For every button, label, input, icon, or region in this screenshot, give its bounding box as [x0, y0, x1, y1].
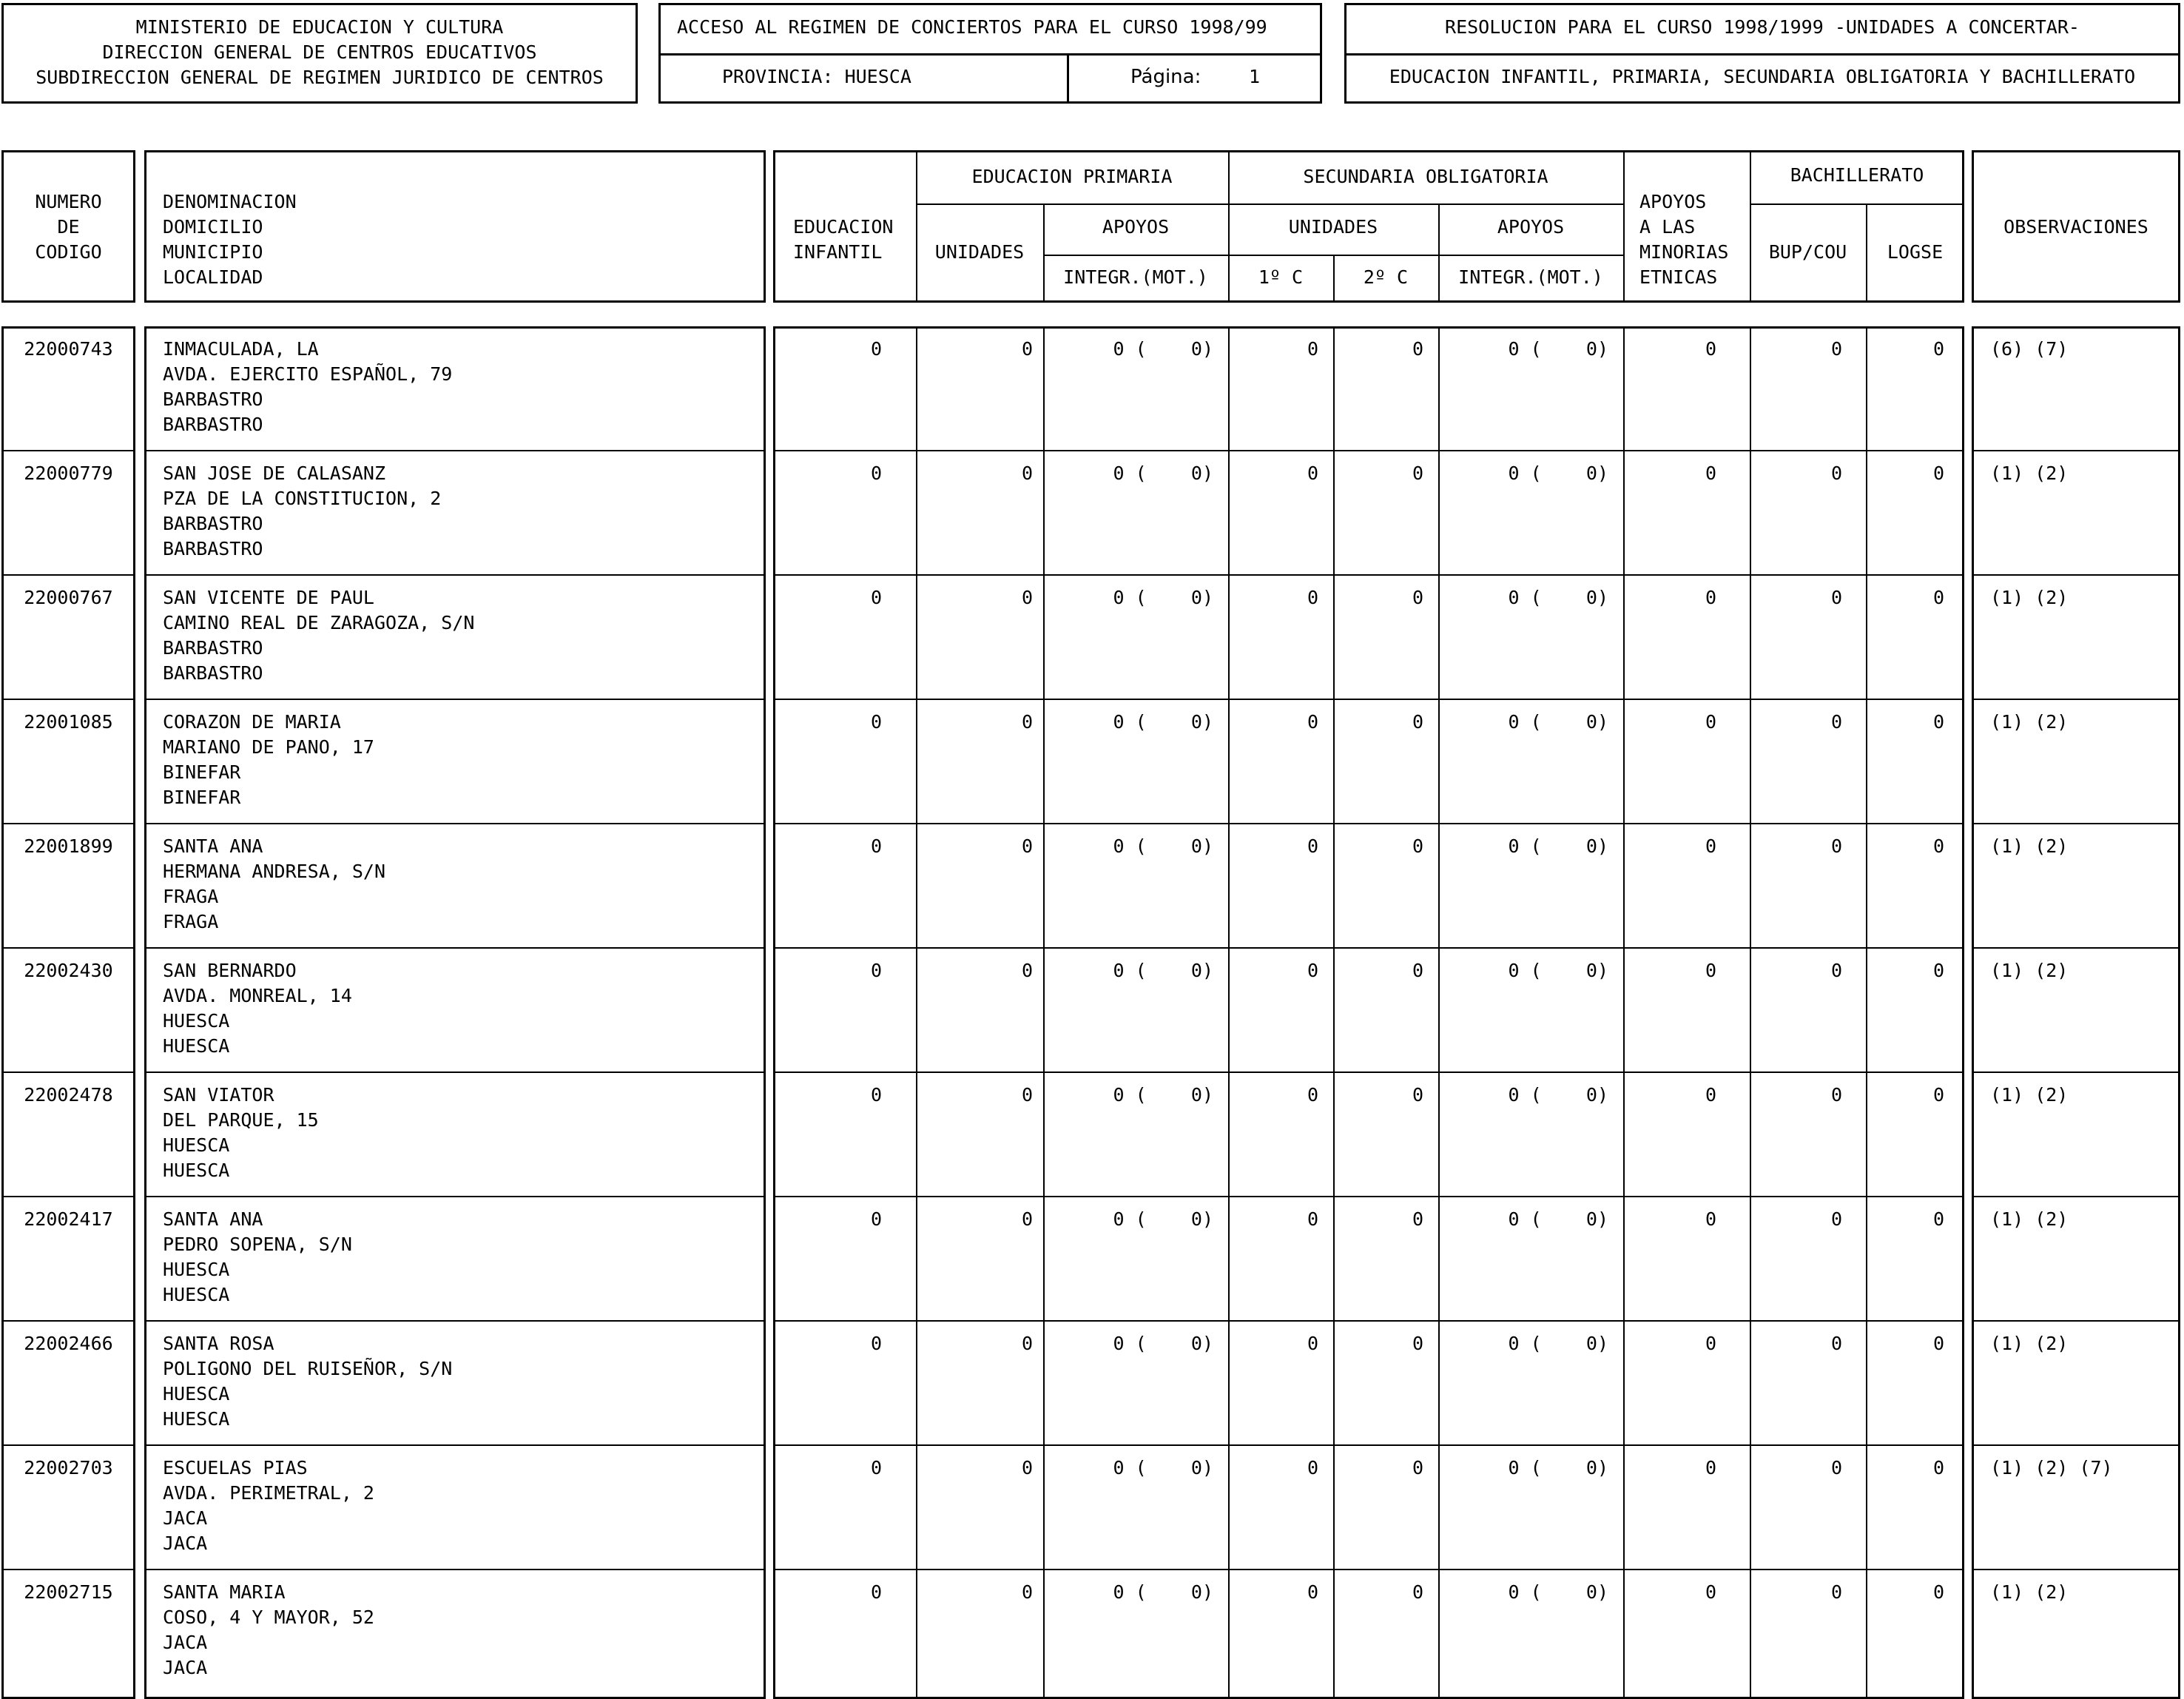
- row-value-pu: 0: [1021, 711, 1033, 733]
- col-minorias-1: APOYOS: [1639, 191, 1707, 212]
- row-address: HERMANA ANDRESA, S/N: [163, 861, 386, 882]
- row-name: SANTA ROSA: [163, 1333, 274, 1354]
- resolution-title: RESOLUCION PARA EL CURSO 1998/1999 -UNIDADES A CONCERTAR-: [1445, 16, 2080, 38]
- ministry-line-1: MINISTERIO DE EDUCACION Y CULTURA: [135, 16, 504, 38]
- row-value-pu: 0: [1021, 960, 1033, 981]
- row-divider: [1, 699, 135, 700]
- row-value-sa: 0 ( 0): [1508, 338, 1608, 360]
- row-value-log: 0: [1932, 587, 1944, 608]
- row-code: 22002417: [24, 1208, 113, 1230]
- row-value-inf: 0: [870, 1084, 882, 1106]
- row-value-pu: 0: [1021, 1457, 1033, 1478]
- row-value-s2: 0: [1412, 587, 1423, 608]
- row-value-s1: 0: [1307, 1208, 1318, 1230]
- row-value-sa: 0 ( 0): [1508, 462, 1608, 484]
- row-municipio: BARBASTRO: [163, 388, 263, 410]
- row-value-inf: 0: [870, 1457, 882, 1478]
- row-value-sa: 0 ( 0): [1508, 835, 1608, 857]
- row-value-pa: 0 ( 0): [1113, 835, 1213, 857]
- row-municipio: BINEFAR: [163, 761, 241, 783]
- ministry-line-3: SUBDIRECCION GENERAL DE REGIMEN JURIDICO DE CENTROS: [36, 67, 604, 88]
- row-divider: [1972, 1196, 2180, 1197]
- ministry-line-2: DIRECCION GENERAL DE CENTROS EDUCATIVOS: [102, 41, 537, 63]
- row-value-min: 0: [1705, 835, 1716, 857]
- row-value-pa: 0 ( 0): [1113, 338, 1213, 360]
- row-divider: [144, 947, 766, 949]
- row-value-s2: 0: [1412, 462, 1423, 484]
- row-name: ESCUELAS PIAS: [163, 1457, 308, 1478]
- row-value-pa: 0 ( 0): [1113, 462, 1213, 484]
- row-value-bup: 0: [1830, 1581, 1842, 1603]
- row-value-pu: 0: [1021, 1208, 1033, 1230]
- row-value-s1: 0: [1307, 1333, 1318, 1354]
- row-value-s2: 0: [1412, 1581, 1423, 1603]
- row-address: MARIANO DE PANO, 17: [163, 736, 374, 758]
- row-observaciones: (1) (2): [1990, 1084, 2069, 1106]
- row-municipio: HUESCA: [163, 1259, 230, 1280]
- row-code: 22000767: [24, 587, 113, 608]
- row-value-pu: 0: [1021, 1581, 1033, 1603]
- row-code: 22002466: [24, 1333, 113, 1354]
- col-denominacion-4: LOCALIDAD: [163, 266, 263, 288]
- row-value-s1: 0: [1307, 462, 1318, 484]
- col-sec-apoyos: APOYOS: [1497, 216, 1565, 238]
- col-sec-integr: INTEGR.(MOT.): [1458, 266, 1603, 288]
- row-address: DEL PARQUE, 15: [163, 1109, 319, 1131]
- row-localidad: HUESCA: [163, 1284, 230, 1305]
- row-value-bup: 0: [1830, 1333, 1842, 1354]
- row-divider: [144, 1569, 766, 1570]
- row-value-pa: 0 ( 0): [1113, 1333, 1213, 1354]
- row-municipio: HUESCA: [163, 1010, 230, 1032]
- row-divider: [144, 1444, 766, 1446]
- row-value-sa: 0 ( 0): [1508, 1333, 1608, 1354]
- row-code: 22002430: [24, 960, 113, 981]
- row-value-inf: 0: [870, 462, 882, 484]
- col-codigo-2: DE: [57, 216, 80, 238]
- row-municipio: JACA: [163, 1632, 208, 1653]
- row-value-log: 0: [1932, 1084, 1944, 1106]
- row-divider: [1972, 1320, 2180, 1322]
- row-value-s1: 0: [1307, 338, 1318, 360]
- row-name: SAN JOSE DE CALASANZ: [163, 462, 386, 484]
- education-levels: EDUCACION INFANTIL, PRIMARIA, SECUNDARIA OBLIGATORIA Y BACHILLERATO: [1389, 66, 2136, 87]
- row-value-pa: 0 ( 0): [1113, 1084, 1213, 1106]
- row-divider: [1972, 1569, 2180, 1570]
- row-value-bup: 0: [1830, 960, 1842, 981]
- row-address: PZA DE LA CONSTITUCION, 2: [163, 488, 442, 509]
- row-divider: [1972, 574, 2180, 576]
- row-value-s1: 0: [1307, 835, 1318, 857]
- row-value-inf: 0: [870, 1581, 882, 1603]
- col-primaria: EDUCACION PRIMARIA: [971, 166, 1173, 187]
- row-divider: [144, 450, 766, 451]
- col-prim-integr: INTEGR.(MOT.): [1063, 266, 1208, 288]
- row-observaciones: (1) (2): [1990, 1581, 2069, 1603]
- row-divider: [144, 1071, 766, 1073]
- row-value-min: 0: [1705, 587, 1716, 608]
- row-value-s1: 0: [1307, 1457, 1318, 1478]
- row-value-min: 0: [1705, 960, 1716, 981]
- row-value-min: 0: [1705, 1084, 1716, 1106]
- row-divider: [144, 1196, 766, 1197]
- row-value-sa: 0 ( 0): [1508, 1581, 1608, 1603]
- col-denominacion-3: MUNICIPIO: [163, 241, 263, 263]
- row-value-log: 0: [1932, 1208, 1944, 1230]
- row-name: SANTA MARIA: [163, 1581, 286, 1603]
- row-code: 22002703: [24, 1457, 113, 1478]
- col-prim-unidades: UNIDADES: [934, 241, 1025, 263]
- row-localidad: BARBASTRO: [163, 662, 263, 684]
- row-divider: [1, 574, 135, 576]
- row-value-pu: 0: [1021, 1084, 1033, 1106]
- row-divider: [773, 574, 1964, 576]
- col-denominacion-2: DOMICILIO: [163, 216, 263, 238]
- row-value-inf: 0: [870, 711, 882, 733]
- row-name: SAN VIATOR: [163, 1084, 274, 1106]
- row-code: 22000743: [24, 338, 113, 360]
- row-divider: [1, 947, 135, 949]
- row-value-min: 0: [1705, 1581, 1716, 1603]
- row-value-pu: 0: [1021, 1333, 1033, 1354]
- row-divider: [1, 1320, 135, 1322]
- page-label: Página:: [1130, 66, 1201, 88]
- row-observaciones: (1) (2): [1990, 1333, 2069, 1354]
- col-logse: LOGSE: [1887, 241, 1944, 263]
- col-codigo-1: NUMERO: [35, 191, 102, 212]
- col-minorias-4: ETNICAS: [1639, 266, 1718, 288]
- row-divider: [1972, 823, 2180, 824]
- row-divider: [144, 574, 766, 576]
- row-value-s2: 0: [1412, 1457, 1423, 1478]
- row-address: CAMINO REAL DE ZARAGOZA, S/N: [163, 612, 475, 633]
- row-value-sa: 0 ( 0): [1508, 1457, 1608, 1478]
- row-localidad: BINEFAR: [163, 787, 241, 808]
- row-divider: [773, 1071, 1964, 1073]
- row-divider: [1972, 450, 2180, 451]
- row-value-bup: 0: [1830, 587, 1842, 608]
- row-value-inf: 0: [870, 1208, 882, 1230]
- row-divider: [144, 1320, 766, 1322]
- row-observaciones: (6) (7): [1990, 338, 2069, 360]
- row-name: CORAZON DE MARIA: [163, 711, 341, 733]
- row-municipio: HUESCA: [163, 1383, 230, 1404]
- row-localidad: HUESCA: [163, 1160, 230, 1181]
- row-value-sa: 0 ( 0): [1508, 711, 1608, 733]
- row-value-s2: 0: [1412, 960, 1423, 981]
- row-value-log: 0: [1932, 960, 1944, 981]
- row-value-inf: 0: [870, 835, 882, 857]
- row-divider: [773, 947, 1964, 949]
- row-value-bup: 0: [1830, 1084, 1842, 1106]
- row-divider: [773, 450, 1964, 451]
- row-observaciones: (1) (2): [1990, 462, 2069, 484]
- row-name: SAN BERNARDO: [163, 960, 297, 981]
- row-value-pa: 0 ( 0): [1113, 1581, 1213, 1603]
- row-address: AVDA. PERIMETRAL, 2: [163, 1482, 374, 1504]
- col-infantil-2: INFANTIL: [793, 241, 883, 263]
- col-denominacion-1: DENOMINACION: [163, 191, 297, 212]
- access-title: ACCESO AL REGIMEN DE CONCIERTOS PARA EL CURSO 1998/99: [677, 16, 1267, 38]
- row-value-log: 0: [1932, 338, 1944, 360]
- row-value-inf: 0: [870, 1333, 882, 1354]
- row-value-s1: 0: [1307, 960, 1318, 981]
- row-value-pa: 0 ( 0): [1113, 960, 1213, 981]
- row-value-sa: 0 ( 0): [1508, 960, 1608, 981]
- col-minorias-2: A LAS: [1639, 216, 1696, 238]
- row-value-bup: 0: [1830, 835, 1842, 857]
- row-address: AVDA. EJERCITO ESPAÑOL, 79: [163, 363, 453, 385]
- row-name: SANTA ANA: [163, 1208, 263, 1230]
- row-divider: [144, 699, 766, 700]
- row-value-pu: 0: [1021, 462, 1033, 484]
- row-value-s1: 0: [1307, 711, 1318, 733]
- row-observaciones: (1) (2): [1990, 587, 2069, 608]
- row-address: COSO, 4 Y MAYOR, 52: [163, 1607, 374, 1628]
- row-value-s2: 0: [1412, 338, 1423, 360]
- row-value-min: 0: [1705, 338, 1716, 360]
- row-localidad: JACA: [163, 1657, 208, 1678]
- province-label: PROVINCIA: HUESCA: [722, 66, 911, 87]
- row-value-log: 0: [1932, 711, 1944, 733]
- row-code: 22002715: [24, 1581, 113, 1603]
- row-divider: [1, 450, 135, 451]
- row-code: 22001085: [24, 711, 113, 733]
- row-address: PEDRO SOPENA, S/N: [163, 1234, 352, 1255]
- col-sec-1c: 1º C: [1258, 266, 1304, 288]
- row-value-sa: 0 ( 0): [1508, 1208, 1608, 1230]
- row-observaciones: (1) (2) (7): [1990, 1457, 2113, 1478]
- col-bup: BUP/COU: [1768, 241, 1847, 263]
- row-observaciones: (1) (2): [1990, 960, 2069, 981]
- row-divider: [1, 1444, 135, 1446]
- row-divider: [1, 1196, 135, 1197]
- row-value-min: 0: [1705, 1208, 1716, 1230]
- row-value-min: 0: [1705, 1333, 1716, 1354]
- row-value-pu: 0: [1021, 587, 1033, 608]
- col-sec-unidades: UNIDADES: [1288, 216, 1378, 238]
- row-value-inf: 0: [870, 587, 882, 608]
- row-observaciones: (1) (2): [1990, 711, 2069, 733]
- row-value-sa: 0 ( 0): [1508, 587, 1608, 608]
- row-divider: [773, 699, 1964, 700]
- row-value-log: 0: [1932, 835, 1944, 857]
- row-value-sa: 0 ( 0): [1508, 1084, 1608, 1106]
- row-localidad: HUESCA: [163, 1035, 230, 1057]
- row-name: SAN VICENTE DE PAUL: [163, 587, 374, 608]
- row-value-log: 0: [1932, 1581, 1944, 1603]
- row-value-min: 0: [1705, 1457, 1716, 1478]
- row-value-bup: 0: [1830, 1208, 1842, 1230]
- row-divider: [1, 1569, 135, 1570]
- row-value-pa: 0 ( 0): [1113, 711, 1213, 733]
- row-value-inf: 0: [870, 338, 882, 360]
- row-divider: [773, 1444, 1964, 1446]
- row-municipio: BARBASTRO: [163, 637, 263, 659]
- row-value-log: 0: [1932, 1333, 1944, 1354]
- col-minorias-3: MINORIAS: [1639, 241, 1729, 263]
- col-infantil-1: EDUCACION: [793, 216, 894, 238]
- col-sec-2c: 2º C: [1363, 266, 1409, 288]
- row-address: AVDA. MONREAL, 14: [163, 985, 352, 1006]
- row-divider: [1972, 1444, 2180, 1446]
- row-value-pu: 0: [1021, 835, 1033, 857]
- row-value-inf: 0: [870, 960, 882, 981]
- row-value-pa: 0 ( 0): [1113, 1457, 1213, 1478]
- row-name: SANTA ANA: [163, 835, 263, 857]
- row-localidad: JACA: [163, 1533, 208, 1554]
- row-value-bup: 0: [1830, 711, 1842, 733]
- row-value-pu: 0: [1021, 338, 1033, 360]
- row-divider: [1, 1071, 135, 1073]
- row-localidad: HUESCA: [163, 1408, 230, 1430]
- row-value-s1: 0: [1307, 1084, 1318, 1106]
- row-value-bup: 0: [1830, 1457, 1842, 1478]
- row-divider: [1972, 699, 2180, 700]
- row-observaciones: (1) (2): [1990, 1208, 2069, 1230]
- row-divider: [773, 1196, 1964, 1197]
- row-divider: [773, 823, 1964, 824]
- row-localidad: BARBASTRO: [163, 538, 263, 559]
- row-value-min: 0: [1705, 462, 1716, 484]
- row-code: 22001899: [24, 835, 113, 857]
- row-value-s2: 0: [1412, 1208, 1423, 1230]
- row-value-pa: 0 ( 0): [1113, 587, 1213, 608]
- row-name: INMACULADA, LA: [163, 338, 319, 360]
- row-divider: [1972, 1071, 2180, 1073]
- row-value-s1: 0: [1307, 1581, 1318, 1603]
- row-divider: [1, 823, 135, 824]
- row-municipio: JACA: [163, 1507, 208, 1529]
- row-municipio: HUESCA: [163, 1134, 230, 1156]
- row-divider: [144, 823, 766, 824]
- row-value-bup: 0: [1830, 462, 1842, 484]
- row-divider: [1972, 947, 2180, 949]
- col-bachillerato: BACHILLERATO: [1790, 164, 1924, 186]
- row-divider: [773, 1320, 1964, 1322]
- row-value-log: 0: [1932, 462, 1944, 484]
- page-number: 1: [1249, 66, 1261, 87]
- row-code: 22000779: [24, 462, 113, 484]
- col-observaciones: OBSERVACIONES: [2003, 216, 2148, 238]
- row-municipio: FRAGA: [163, 886, 219, 907]
- row-localidad: BARBASTRO: [163, 414, 263, 435]
- row-code: 22002478: [24, 1084, 113, 1106]
- row-value-s2: 0: [1412, 1084, 1423, 1106]
- row-value-min: 0: [1705, 711, 1716, 733]
- row-value-s2: 0: [1412, 711, 1423, 733]
- row-localidad: FRAGA: [163, 911, 219, 932]
- row-address: POLIGONO DEL RUISEÑOR, S/N: [163, 1358, 453, 1379]
- row-value-log: 0: [1932, 1457, 1944, 1478]
- row-observaciones: (1) (2): [1990, 835, 2069, 857]
- row-value-pa: 0 ( 0): [1113, 1208, 1213, 1230]
- row-municipio: BARBASTRO: [163, 513, 263, 534]
- col-prim-apoyos: APOYOS: [1102, 216, 1170, 238]
- col-codigo-3: CODIGO: [35, 241, 102, 263]
- col-secundaria: SECUNDARIA OBLIGATORIA: [1303, 166, 1548, 187]
- row-value-bup: 0: [1830, 338, 1842, 360]
- row-value-s2: 0: [1412, 835, 1423, 857]
- row-value-s1: 0: [1307, 587, 1318, 608]
- row-divider: [773, 1569, 1964, 1570]
- row-value-s2: 0: [1412, 1333, 1423, 1354]
